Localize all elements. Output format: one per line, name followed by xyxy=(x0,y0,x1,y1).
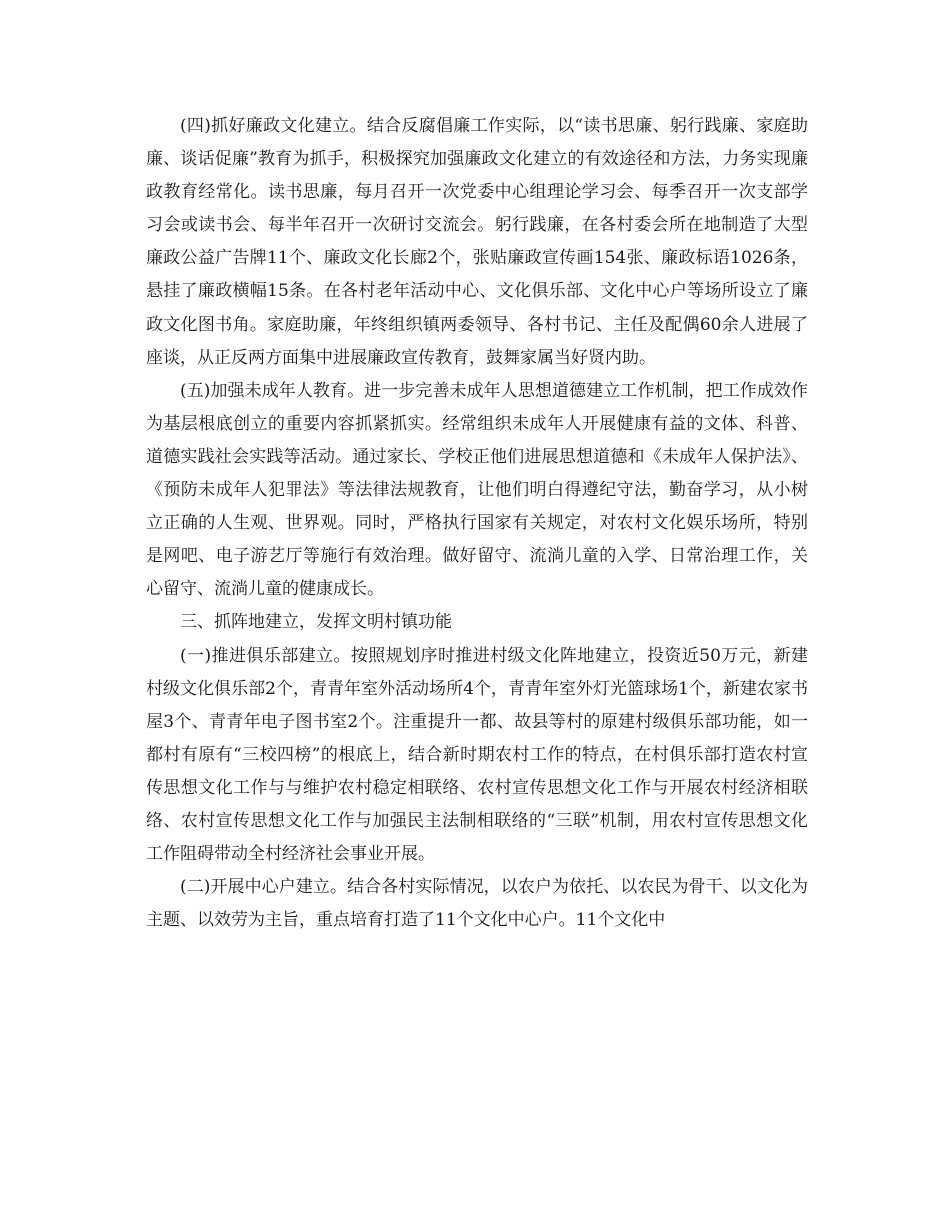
paragraph-minor-education: (五)加强未成年人教育。进一步完善未成年人思想道德建立工作机制，把工作成效作为基层根底创立的重要内容抓紧抓实。经常组织未成年人开展健康有益的文体、科普、道德实践社会实践等活动。通过家长、学校正他们进展思想道德和《未成年人保护法》、《预防未成年人犯罪法》等法律法规教育，让他们明白得遵纪守法，勤奋学习，从小树立正确的人生观、世界观。同时，严格执行国家有关规定，对农村文化娱乐场所，特别是网吧、电子游艺厅等施行有效治理。做好留守、流淌儿童的入学、日常治理工作，关心留守、流淌儿童的健康成长。 xyxy=(146,380,808,600)
paragraph-club-construction: (一)推进俱乐部建立。按照规划序时推进村级文化阵地建立，投资近50万元，新建村级文化俱乐部2个，青青年室外活动场所4个，青青年室外灯光篮球场1个，新建农家书屋3个、青青年电子图书室2个。注重提升一都、故县等村的原建村级俱乐部功能，如一都村有原有“三校四榜”的根底上，结合新时期农村工作的特点，在村俱乐部打造农村宣传思想文化工作与与维护农村稳定相联络、农村宣传思想文化工作与开展农村经济相联络、农村宣传思想文化工作与加强民主法制相联络的“三联”机制，用农村宣传思想文化工作阻碍带动全村经济社会事业开展。 xyxy=(146,645,808,865)
paragraph-lianzheng-culture: (四)抓好廉政文化建立。结合反腐倡廉工作实际，以“读书思廉、躬行践廉、家庭助廉、谈话促廉”教育为抓手，积极探究加强廉政文化建立的有效途径和方法，力务实现廉政教育经常化。读书思廉，每月召开一次党委中心组理论学习会、每季召开一次支部学习会或读书会、每半年召开一次研讨交流会。躬行践廉，在各村委会所在地制造了大型廉政公益广告牌11个、廉政文化长廊2个，张贴廉政宣传画154张、廉政标语1026条，悬挂了廉政横幅15条。在各村老年活动中心、文化俱乐部、文化中心户等场所设立了廉政文化图书角。家庭助廉，年终组织镇两委领导、各村书记、主任及配偶60余人进展了座谈，从正反两方面集中进展廉政宣传教育，鼓舞家属当好贤内助。 xyxy=(146,116,808,368)
paragraph-center-household: (二)开展中心户建立。结合各村实际情况，以农户为依托、以农民为骨干、以文化为主题、以效劳为主旨，重点培育打造了11个文化中心户。11个文化中 xyxy=(146,877,808,931)
section-heading-three: 三、抓阵地建立，发挥文明村镇功能 xyxy=(180,612,452,633)
document-body xyxy=(146,110,808,937)
